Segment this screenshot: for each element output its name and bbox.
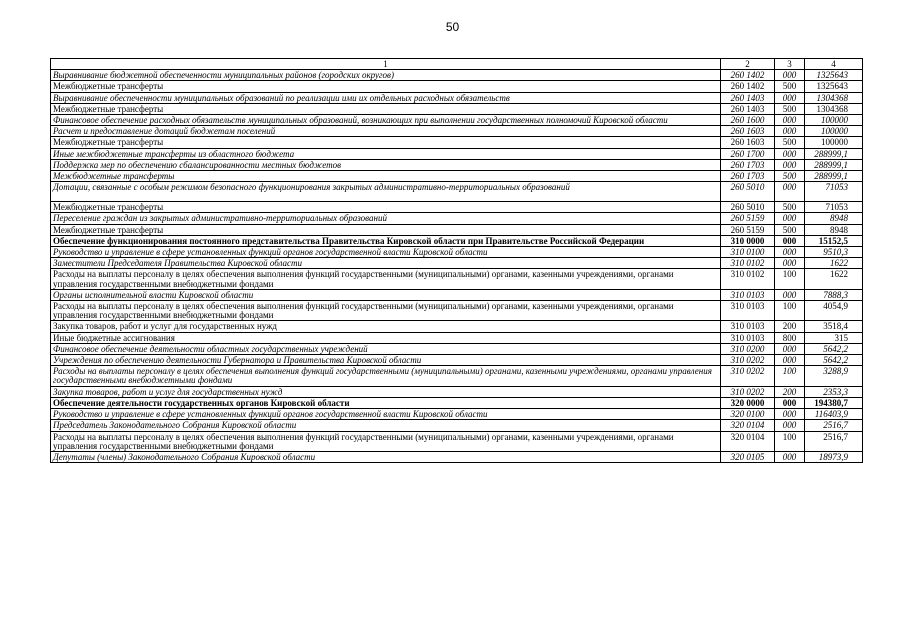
table-row bbox=[51, 386, 863, 397]
row-sum-cell: 5642,2 bbox=[805, 343, 863, 354]
row-vr-cell: 500 bbox=[775, 171, 805, 182]
table-row bbox=[51, 115, 863, 126]
table-header-row bbox=[51, 59, 863, 70]
row-code-cell: 260 5159 bbox=[721, 213, 775, 224]
row-name-cell: Поддержка мер по обеспечению сбалансированности местных бюджетов bbox=[51, 159, 721, 170]
row-name-cell: Обеспечение деятельности государственных органов Кировской области bbox=[51, 397, 721, 408]
row-sum-cell: 2516,7 bbox=[805, 420, 863, 431]
row-sum-cell: 3518,4 bbox=[805, 321, 863, 332]
row-vr-cell: 000 bbox=[775, 343, 805, 354]
row-vr-cell: 200 bbox=[775, 386, 805, 397]
table-row bbox=[51, 321, 863, 332]
row-name-cell: Выравнивание обеспеченности муниципальных образований по реализации ими их отдельных расходных обязательств bbox=[51, 92, 721, 103]
row-code-cell: 260 5010 bbox=[721, 182, 775, 202]
table-row bbox=[51, 159, 863, 170]
row-code-cell: 320 0104 bbox=[721, 420, 775, 431]
row-sum-cell: 9510,3 bbox=[805, 247, 863, 258]
row-code-cell: 260 1402 bbox=[721, 81, 775, 92]
row-code-cell: 310 0202 bbox=[721, 355, 775, 366]
row-name-cell: Расходы на выплаты персоналу в целях обеспечения выполнения функций государственными (муниципальными) органами, казенными учреждениями, органами управления государственными внебюджетными фондами bbox=[51, 301, 721, 321]
table-row bbox=[51, 409, 863, 420]
row-code-cell: 260 1600 bbox=[721, 115, 775, 126]
row-sum-cell: 15152,5 bbox=[805, 235, 863, 246]
row-code-cell: 320 0100 bbox=[721, 409, 775, 420]
row-name-cell: Дотации, связанные с особым режимом безопасного функционирования закрытых административно-территориальных образований bbox=[51, 182, 721, 202]
table-row bbox=[51, 182, 863, 202]
row-name-cell: Финансовое обеспечение деятельности областных государственных учреждений bbox=[51, 343, 721, 354]
row-name-cell: Закупка товаров, работ и услуг для государственных нужд bbox=[51, 321, 721, 332]
row-name-cell: Межбюджетные трансферты bbox=[51, 81, 721, 92]
row-sum-cell: 1622 bbox=[805, 258, 863, 269]
row-name-cell: Межбюджетные трансферты bbox=[51, 202, 721, 213]
table-row bbox=[51, 451, 863, 462]
row-name-cell: Межбюджетные трансферты bbox=[51, 224, 721, 235]
table-row bbox=[51, 247, 863, 258]
table-row bbox=[51, 366, 863, 386]
row-vr-cell: 000 bbox=[775, 182, 805, 202]
header-col-name: 1 bbox=[51, 59, 721, 70]
header-col-sum: 4 bbox=[805, 59, 863, 70]
table-row bbox=[51, 235, 863, 246]
row-code-cell: 320 0104 bbox=[721, 431, 775, 451]
table-row bbox=[51, 81, 863, 92]
row-sum-cell: 8948 bbox=[805, 224, 863, 235]
row-name-cell: Депутаты (члены) Законодательного Собрания Кировской области bbox=[51, 451, 721, 462]
row-code-cell: 320 0000 bbox=[721, 397, 775, 408]
row-sum-cell: 194380,7 bbox=[805, 397, 863, 408]
row-sum-cell: 2516,7 bbox=[805, 431, 863, 451]
row-name-cell: Председатель Законодательного Собрания Кировской области bbox=[51, 420, 721, 431]
row-vr-cell: 000 bbox=[775, 148, 805, 159]
row-sum-cell: 288999,1 bbox=[805, 171, 863, 182]
row-name-cell: Руководство и управление в сфере установленных функций органов государственной власти Кировской области bbox=[51, 409, 721, 420]
row-sum-cell: 288999,1 bbox=[805, 159, 863, 170]
row-vr-cell: 000 bbox=[775, 451, 805, 462]
row-vr-cell: 500 bbox=[775, 137, 805, 148]
row-vr-cell: 500 bbox=[775, 202, 805, 213]
row-sum-cell: 1304368 bbox=[805, 103, 863, 114]
row-sum-cell: 116403,9 bbox=[805, 409, 863, 420]
row-vr-cell: 500 bbox=[775, 81, 805, 92]
row-vr-cell: 000 bbox=[775, 126, 805, 137]
row-sum-cell: 71053 bbox=[805, 202, 863, 213]
table-row bbox=[51, 431, 863, 451]
row-name-cell: Расходы на выплаты персоналу в целях обеспечения выполнения функций государственными (муниципальными) органами, казенными учреждениями, органами управления государственными внебюджетными фондами bbox=[51, 431, 721, 451]
row-code-cell: 260 1402 bbox=[721, 70, 775, 81]
table-row bbox=[51, 343, 863, 354]
table-row bbox=[51, 171, 863, 182]
row-sum-cell: 315 bbox=[805, 332, 863, 343]
row-vr-cell: 000 bbox=[775, 159, 805, 170]
row-code-cell: 320 0105 bbox=[721, 451, 775, 462]
row-name-cell: Заместители Председателя Правительства Кировской области bbox=[51, 258, 721, 269]
row-code-cell: 310 0100 bbox=[721, 247, 775, 258]
table-row bbox=[51, 269, 863, 289]
row-vr-cell: 000 bbox=[775, 355, 805, 366]
row-code-cell: 310 0103 bbox=[721, 301, 775, 321]
table-row bbox=[51, 397, 863, 408]
row-name-cell: Расходы на выплаты персоналу в целях обеспечения выполнения функций государственными (муниципальными) органами, казенными учреждениями, органами управления государственными внебюджетными фондами bbox=[51, 269, 721, 289]
row-sum-cell: 288999,1 bbox=[805, 148, 863, 159]
table-row bbox=[51, 224, 863, 235]
row-sum-cell: 1304368 bbox=[805, 92, 863, 103]
row-code-cell: 310 0000 bbox=[721, 235, 775, 246]
table-row bbox=[51, 258, 863, 269]
row-code-cell: 260 5010 bbox=[721, 202, 775, 213]
row-name-cell: Органы исполнительной власти Кировской области bbox=[51, 289, 721, 300]
row-name-cell: Руководство и управление в сфере установленных функций органов государственной власти Кировской области bbox=[51, 247, 721, 258]
row-vr-cell: 100 bbox=[775, 366, 805, 386]
row-name-cell: Переселение граждан из закрытых административно-территориальных образований bbox=[51, 213, 721, 224]
budget-table bbox=[50, 58, 863, 463]
row-vr-cell: 000 bbox=[775, 213, 805, 224]
row-sum-cell: 71053 bbox=[805, 182, 863, 202]
table-row bbox=[51, 289, 863, 300]
row-code-cell: 260 1403 bbox=[721, 92, 775, 103]
row-name-cell: Межбюджетные трансферты bbox=[51, 171, 721, 182]
table-row bbox=[51, 70, 863, 81]
row-code-cell: 260 1703 bbox=[721, 159, 775, 170]
row-code-cell: 310 0202 bbox=[721, 386, 775, 397]
row-code-cell: 260 1700 bbox=[721, 148, 775, 159]
row-vr-cell: 000 bbox=[775, 409, 805, 420]
row-vr-cell: 000 bbox=[775, 235, 805, 246]
row-name-cell: Межбюджетные трансферты bbox=[51, 137, 721, 148]
row-name-cell: Иные межбюджетные трансферты из областного бюджета bbox=[51, 148, 721, 159]
row-code-cell: 310 0202 bbox=[721, 366, 775, 386]
row-code-cell: 310 0103 bbox=[721, 289, 775, 300]
table-row bbox=[51, 137, 863, 148]
row-code-cell: 310 0102 bbox=[721, 269, 775, 289]
row-sum-cell: 1325643 bbox=[805, 70, 863, 81]
row-sum-cell: 7888,3 bbox=[805, 289, 863, 300]
row-sum-cell: 1622 bbox=[805, 269, 863, 289]
row-vr-cell: 000 bbox=[775, 420, 805, 431]
row-code-cell: 310 0103 bbox=[721, 332, 775, 343]
table-row bbox=[51, 148, 863, 159]
row-vr-cell: 100 bbox=[775, 431, 805, 451]
row-name-cell: Расчет и предоставление дотаций бюджетам поселений bbox=[51, 126, 721, 137]
page-number: 50 bbox=[445, 20, 460, 34]
row-code-cell: 260 5159 bbox=[721, 224, 775, 235]
table-row bbox=[51, 103, 863, 114]
row-vr-cell: 100 bbox=[775, 301, 805, 321]
row-vr-cell: 500 bbox=[775, 103, 805, 114]
header-col-vr: 3 bbox=[775, 59, 805, 70]
table-row bbox=[51, 420, 863, 431]
row-name-cell: Межбюджетные трансферты bbox=[51, 103, 721, 114]
row-vr-cell: 000 bbox=[775, 70, 805, 81]
row-code-cell: 260 1403 bbox=[721, 103, 775, 114]
row-code-cell: 260 1603 bbox=[721, 126, 775, 137]
row-sum-cell: 3288,9 bbox=[805, 366, 863, 386]
table-row bbox=[51, 355, 863, 366]
row-sum-cell: 18973,9 bbox=[805, 451, 863, 462]
header-col-code: 2 bbox=[721, 59, 775, 70]
row-sum-cell: 100000 bbox=[805, 126, 863, 137]
row-sum-cell: 8948 bbox=[805, 213, 863, 224]
row-name-cell: Закупка товаров, работ и услуг для государственных нужд bbox=[51, 386, 721, 397]
row-vr-cell: 000 bbox=[775, 397, 805, 408]
budget-table-body bbox=[51, 59, 863, 463]
row-vr-cell: 000 bbox=[775, 258, 805, 269]
row-name-cell: Выравнивание бюджетной обеспеченности муниципальных районов (городских округов) bbox=[51, 70, 721, 81]
row-code-cell: 310 0103 bbox=[721, 321, 775, 332]
row-sum-cell: 100000 bbox=[805, 115, 863, 126]
row-vr-cell: 200 bbox=[775, 321, 805, 332]
row-vr-cell: 000 bbox=[775, 115, 805, 126]
row-code-cell: 260 1603 bbox=[721, 137, 775, 148]
row-sum-cell: 1325643 bbox=[805, 81, 863, 92]
table-row bbox=[51, 126, 863, 137]
row-sum-cell: 2353,3 bbox=[805, 386, 863, 397]
row-sum-cell: 5642,2 bbox=[805, 355, 863, 366]
row-vr-cell: 800 bbox=[775, 332, 805, 343]
row-code-cell: 310 0102 bbox=[721, 258, 775, 269]
row-code-cell: 260 1703 bbox=[721, 171, 775, 182]
row-vr-cell: 100 bbox=[775, 269, 805, 289]
row-name-cell: Финансовое обеспечение расходных обязательств муниципальных образований, возникающих при выполнении государственных полномочий Кировской области bbox=[51, 115, 721, 126]
table-row bbox=[51, 332, 863, 343]
row-name-cell: Расходы на выплаты персоналу в целях обеспечения выполнения функций государственными (муниципальными) органами, казенными учреждениями, органами управления государственными внебюджетными фондами bbox=[51, 366, 721, 386]
table-row bbox=[51, 213, 863, 224]
table-row bbox=[51, 301, 863, 321]
row-vr-cell: 000 bbox=[775, 289, 805, 300]
table-row bbox=[51, 202, 863, 213]
row-name-cell: Иные бюджетные ассигнования bbox=[51, 332, 721, 343]
row-vr-cell: 500 bbox=[775, 224, 805, 235]
row-vr-cell: 000 bbox=[775, 247, 805, 258]
row-sum-cell: 4054,9 bbox=[805, 301, 863, 321]
table-row bbox=[51, 92, 863, 103]
row-vr-cell: 000 bbox=[775, 92, 805, 103]
row-name-cell: Учреждения по обеспечению деятельности Губернатора и Правительства Кировской области bbox=[51, 355, 721, 366]
row-sum-cell: 100000 bbox=[805, 137, 863, 148]
row-code-cell: 310 0200 bbox=[721, 343, 775, 354]
row-name-cell: Обеспечение функционирования постоянного представительства Правительства Кировской области при Правительстве Российской Федерации bbox=[51, 235, 721, 246]
